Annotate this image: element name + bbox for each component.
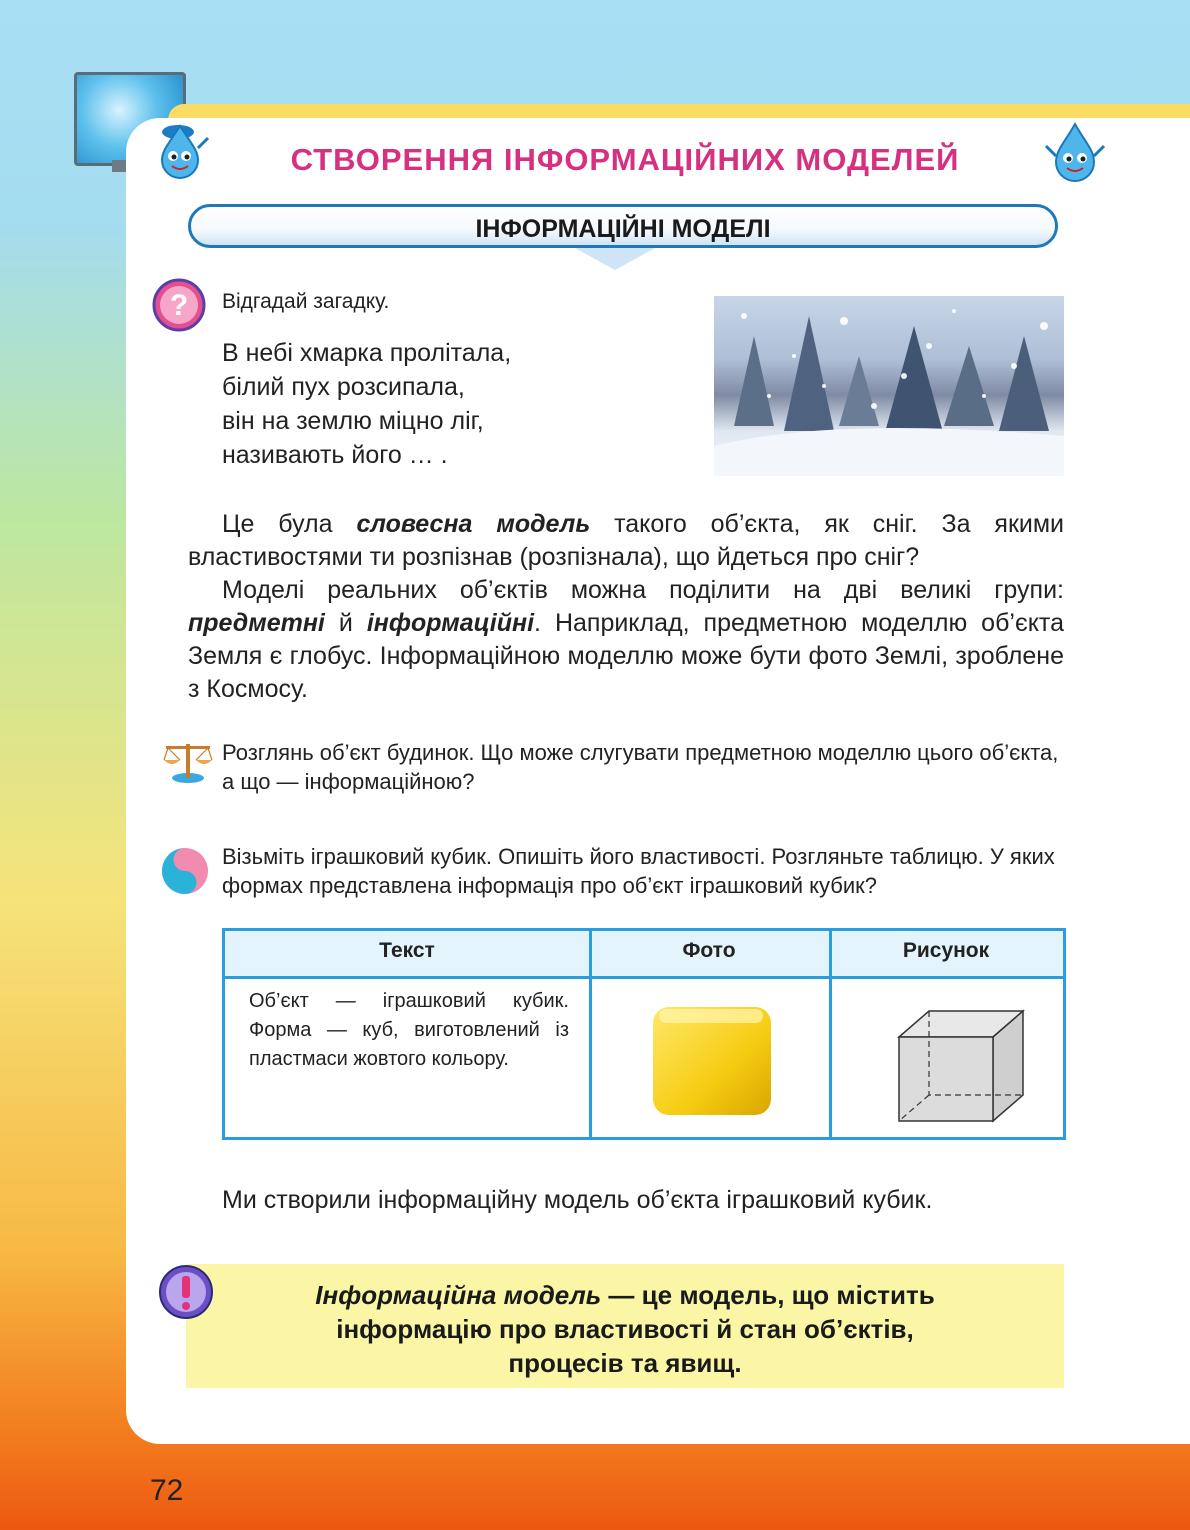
svg-text:?: ? xyxy=(169,289,189,322)
paragraph-model-groups xyxy=(188,574,1064,706)
table-cell-text-description: Об’єкт — іграшковий кубик. Форма — куб, виготовлений із пластмаси жовтого кольору. xyxy=(249,990,569,1070)
pair-work-icon xyxy=(160,846,210,896)
definition-term: Інформаційна модель xyxy=(315,1280,602,1310)
water-drop-mascot-right-icon xyxy=(1044,120,1106,182)
yellow-cube-photo xyxy=(649,1003,775,1119)
table-header-photo: Фото xyxy=(589,931,829,979)
paragraph-text: такого об’єкта, як сніг. За якими властивостями ти розпізнав (розпізнала), що йдеться про сніг? xyxy=(188,510,1065,571)
question-mark-icon xyxy=(152,278,206,332)
cube-drawing xyxy=(893,1007,1029,1125)
table-divider xyxy=(829,931,832,1137)
riddle-line: білий пух розсипала, xyxy=(222,373,465,401)
paragraph-verbal-model xyxy=(188,508,1064,574)
scales-icon xyxy=(160,736,216,784)
definition-line3: процесів та явищ. xyxy=(508,1348,742,1378)
paragraph-text: Моделі реальних об’єктів можна поділити на дві великі групи: xyxy=(222,576,1064,604)
section-heading-pointer xyxy=(575,248,655,270)
table-divider xyxy=(589,931,592,1137)
paragraph-text: . Наприклад, предметною моделлю об’єкта Земля є глобус. Інформаційною моделлю може бути фото Землі, зроблене з Космосу. xyxy=(188,609,1065,703)
winter-forest-photo xyxy=(714,296,1064,476)
task-toy-cube: Візьміть іграшковий кубик. Опишіть його властивості. Розгляньте таблицю. У яких формах представлена інформація про об’єкт іграшковий кубик? xyxy=(222,844,1055,898)
riddle-line: він на землю міцно ліг, xyxy=(222,407,484,435)
cube-forms-table xyxy=(222,928,1066,1140)
page-title: СТВОРЕННЯ ІНФОРМАЦІЙНИХ МОДЕЛЕЙ xyxy=(290,142,960,177)
section-heading-text: ІНФОРМАЦІЙНІ МОДЕЛІ xyxy=(475,215,771,243)
page-number: 72 xyxy=(150,1474,184,1507)
task-house-object: Розглянь об’єкт будинок. Що може слугувати предметною моделлю цього об’єкта, а що — інформаційною? xyxy=(222,740,1059,794)
definition-box xyxy=(186,1264,1064,1388)
table-header-drawing: Рисунок xyxy=(829,931,1063,979)
term-information-models: інформаційні xyxy=(366,609,535,637)
riddle-intro: Відгадай загадку. xyxy=(222,290,390,313)
definition-text xyxy=(186,1278,1064,1380)
riddle-poem xyxy=(222,336,511,472)
conclusion-text: Ми створили інформаційну модель об’єкта іграшковий кубик. xyxy=(222,1186,933,1214)
definition-line1: — це модель, що містить xyxy=(601,1280,935,1310)
section-heading xyxy=(188,204,1058,248)
term-object-models: предметні xyxy=(188,609,325,637)
riddle-line: називають його … . xyxy=(222,441,448,469)
exclamation-icon xyxy=(158,1264,214,1320)
paragraph-text: й xyxy=(324,609,367,637)
table-header-text: Текст xyxy=(225,931,589,979)
paragraph-text: Це була xyxy=(222,510,357,538)
term-verbal-model: словесна модель xyxy=(356,510,591,538)
definition-line2: інформацію про властивості й стан об’єктів, xyxy=(336,1314,914,1344)
riddle-line: В небі хмарка пролітала, xyxy=(222,339,512,367)
